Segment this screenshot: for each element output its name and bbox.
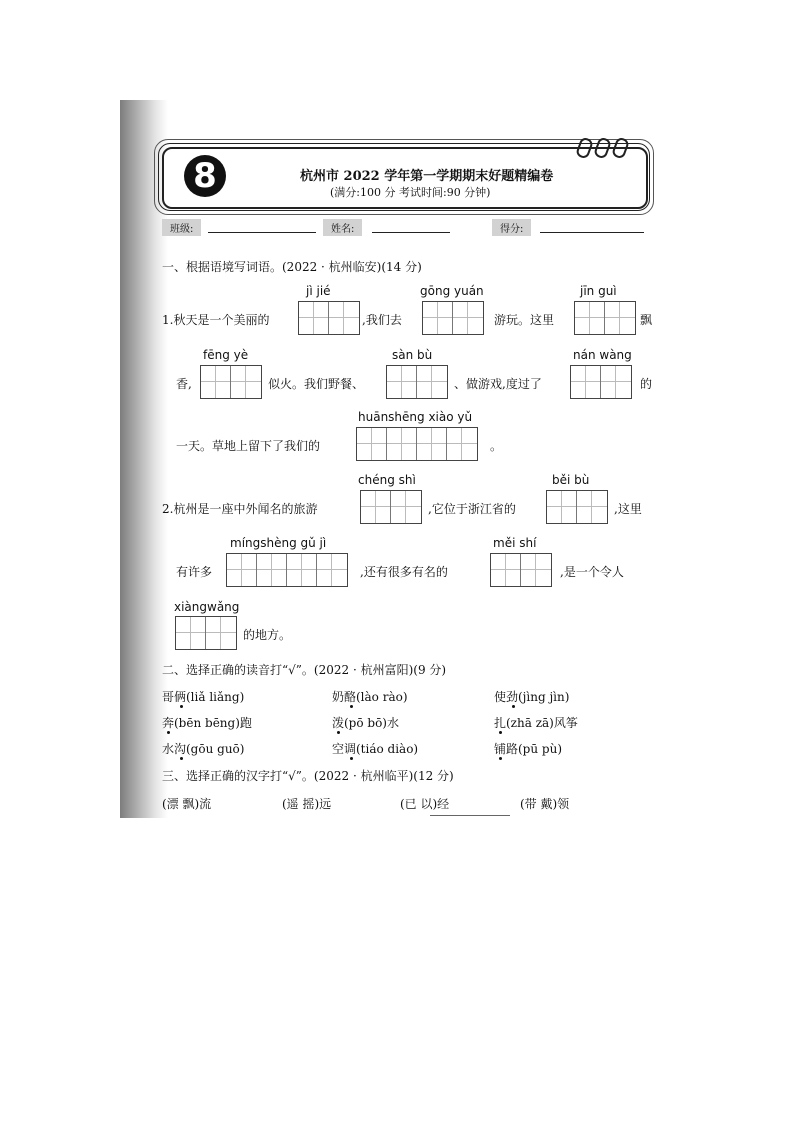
score-field[interactable] — [540, 232, 644, 233]
pinyin-hint: chéng shì — [358, 473, 416, 487]
emphasis-dot — [350, 757, 353, 760]
emphasis-dot — [167, 731, 170, 734]
pronunciation-item[interactable]: 扎(zhā zā)风筝 — [494, 716, 578, 730]
pronunciation-item[interactable]: 空调(tiáo diào) — [332, 742, 419, 756]
pronunciation-item[interactable]: 使劲(jìng jìn) — [494, 690, 570, 704]
question-text: ,这里 — [614, 502, 642, 516]
answer-grid[interactable] — [490, 553, 552, 587]
page-subtitle: (满分:100 分 考试时间:90 分钟) — [330, 186, 491, 199]
section-heading-2: 二、选择正确的读音打“√”。(2022 · 杭州富阳)(9 分) — [162, 663, 447, 677]
answer-grid[interactable] — [422, 301, 484, 335]
section-heading-3: 三、选择正确的汉字打“√”。(2022 · 杭州临平)(12 分) — [162, 769, 454, 783]
question-text: 2.杭州是一座中外闻名的旅游 — [162, 502, 318, 516]
answer-grid[interactable] — [175, 616, 237, 650]
question-text: 、做游戏,度过了 — [454, 377, 542, 391]
answer-grid[interactable] — [360, 490, 422, 524]
question-text: 飘 — [640, 313, 653, 327]
pinyin-hint: fēng yè — [203, 348, 249, 362]
section-heading-1: 一、根据语境写词语。(2022 · 杭州临安)(14 分) — [162, 260, 422, 274]
name-field[interactable] — [372, 232, 450, 233]
emphasis-dot — [337, 731, 340, 734]
question-text: 一天。草地上留下了我们的 — [176, 439, 321, 453]
question-text: 有许多 — [176, 565, 213, 579]
character-choice-item[interactable]: (带 戴)领 — [520, 797, 570, 811]
pinyin-hint: nán wàng — [573, 348, 632, 362]
pinyin-hint: jì jié — [306, 284, 331, 298]
class-label: 班级: — [162, 219, 201, 236]
emphasis-dot — [499, 757, 502, 760]
question-text: 的 — [640, 377, 653, 391]
pinyin-hint: míngshèng gǔ jì — [230, 536, 327, 550]
pronunciation-item[interactable]: 奔(bēn bēng)跑 — [162, 716, 252, 730]
pronunciation-item[interactable]: 哥俩(liǎ liǎng) — [162, 690, 245, 704]
emphasis-dot — [180, 705, 183, 708]
answer-grid[interactable] — [386, 365, 448, 399]
pronunciation-item[interactable]: 铺路(pū pù) — [494, 742, 562, 756]
pinyin-hint: xiàngwǎng — [174, 600, 240, 614]
question-text: ,它位于浙江省的 — [428, 502, 516, 516]
emphasis-dot — [180, 757, 183, 760]
emphasis-dot — [350, 705, 353, 708]
pinyin-hint: měi shí — [493, 536, 537, 550]
answer-grid[interactable] — [356, 427, 478, 461]
character-choice-item[interactable]: (遥 摇)远 — [282, 797, 332, 811]
scan-edge-line — [430, 815, 510, 816]
question-text: 香, — [176, 377, 192, 391]
question-text: 1.秋天是一个美丽的 — [162, 313, 270, 327]
pinyin-hint: sàn bù — [392, 348, 433, 362]
question-text: ,我们去 — [362, 313, 402, 327]
answer-grid[interactable] — [574, 301, 636, 335]
question-text: 的地方。 — [243, 628, 292, 642]
answer-grid[interactable] — [200, 365, 262, 399]
answer-grid[interactable] — [546, 490, 608, 524]
pinyin-hint: jīn guì — [580, 284, 617, 298]
question-text: 。 — [490, 439, 503, 453]
answer-grid[interactable] — [570, 365, 632, 399]
pinyin-hint: gōng yuán — [420, 284, 484, 298]
name-label: 姓名: — [323, 219, 362, 236]
question-text: 游玩。这里 — [494, 313, 555, 327]
pinyin-hint: běi bù — [552, 473, 590, 487]
question-text: ,还有很多有名的 — [360, 565, 448, 579]
answer-grid[interactable] — [298, 301, 360, 335]
pinyin-hint: huānshēng xiào yǔ — [358, 410, 473, 424]
emphasis-dot — [512, 705, 515, 708]
score-label: 得分: — [492, 219, 531, 236]
character-choice-item[interactable]: (已 以)经 — [400, 797, 450, 811]
pronunciation-item[interactable]: 泼(pō bō)水 — [332, 716, 399, 730]
pronunciation-item[interactable]: 奶酪(lào rào) — [332, 690, 408, 704]
paper-number-badge: 8 — [184, 155, 226, 197]
class-field[interactable] — [208, 232, 316, 233]
answer-grid[interactable] — [226, 553, 348, 587]
question-text: 似火。我们野餐、 — [268, 377, 365, 391]
question-text: ,是一个令人 — [560, 565, 624, 579]
page-title: 杭州市 2022 学年第一学期期末好题精编卷 — [300, 169, 554, 184]
pronunciation-item[interactable]: 水沟(gōu guō) — [162, 742, 245, 756]
character-choice-item[interactable]: (漂 飘)流 — [162, 797, 212, 811]
emphasis-dot — [499, 731, 502, 734]
